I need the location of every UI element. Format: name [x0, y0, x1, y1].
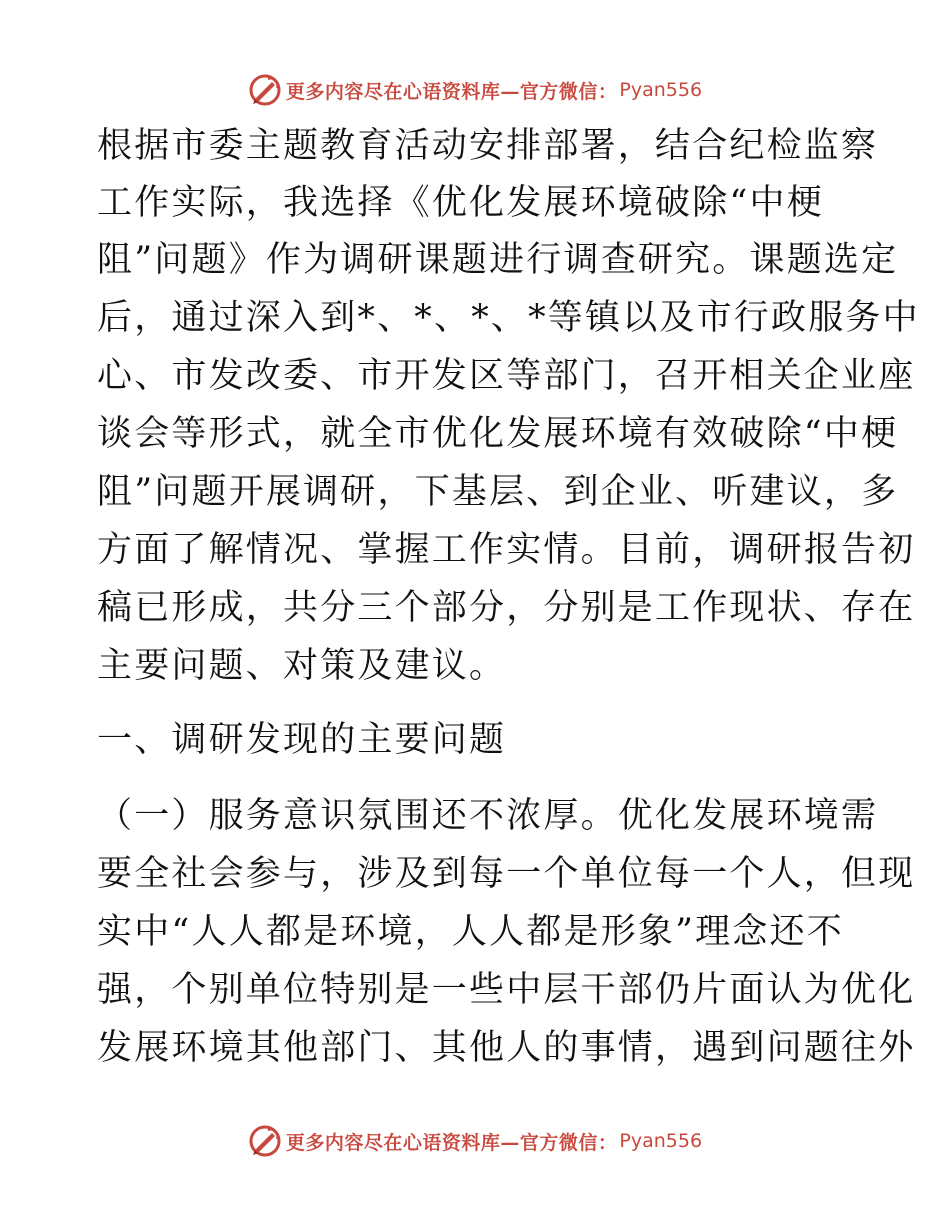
body-line-1: 根据市委主题教育活动安排部署，结合纪检监察 — [97, 126, 879, 166]
footer-banner — [0, 1121, 950, 1161]
body-line-3: 阻”问题》作为调研课题进行调查研究。课题选定 — [97, 240, 899, 280]
pen-logo-icon — [248, 73, 282, 107]
header-banner — [0, 70, 950, 110]
body-line-10: 主要问题、对策及建议。 — [97, 646, 507, 686]
body-line-14: 实中“人人都是环境，人人都是形象”理念还不 — [97, 912, 844, 952]
body-line-5: 心、市发改委、市开发区等部门，召开相关企业座 — [97, 356, 916, 396]
body-line-2: 工作实际，我选择《优化发展环境破除“中梗 — [97, 183, 824, 223]
body-line-12: （一）服务意识氛围还不浓厚。优化发展环境需 — [97, 796, 879, 836]
body-line-15: 强，个别单位特别是一些中层干部仍片面认为优化 — [97, 970, 916, 1010]
section-heading: 一、调研发现的主要问题 — [97, 720, 507, 760]
footer-wechat-id: Pyan556 — [619, 1130, 703, 1152]
body-line-4: 后，通过深入到*、*、*、*等镇以及市行政服务中 — [97, 298, 920, 338]
body-line-6: 谈会等形式，就全市优化发展环境有效破除“中梗 — [97, 414, 899, 454]
body-line-13: 要全社会参与，涉及到每一个单位每一个人，但现 — [97, 854, 916, 894]
header-wechat-id: Pyan556 — [619, 79, 703, 101]
body-line-8: 方面了解情况、掌握工作实情。目前，调研报告初 — [97, 530, 916, 570]
body-line-9: 稿已形成，共分三个部分，分别是工作现状、存在 — [97, 588, 916, 628]
pen-logo-icon — [248, 1124, 282, 1158]
footer-banner-text: 更多内容尽在心语资料库—官方微信： — [285, 1131, 618, 1154]
header-banner-text: 更多内容尽在心语资料库—官方微信： — [285, 80, 618, 103]
body-line-7: 阻”问题开展调研，下基层、到企业、听建议，多 — [97, 472, 899, 512]
body-line-16: 发展环境其他部门、其他人的事情，遇到问题往外 — [97, 1028, 916, 1068]
